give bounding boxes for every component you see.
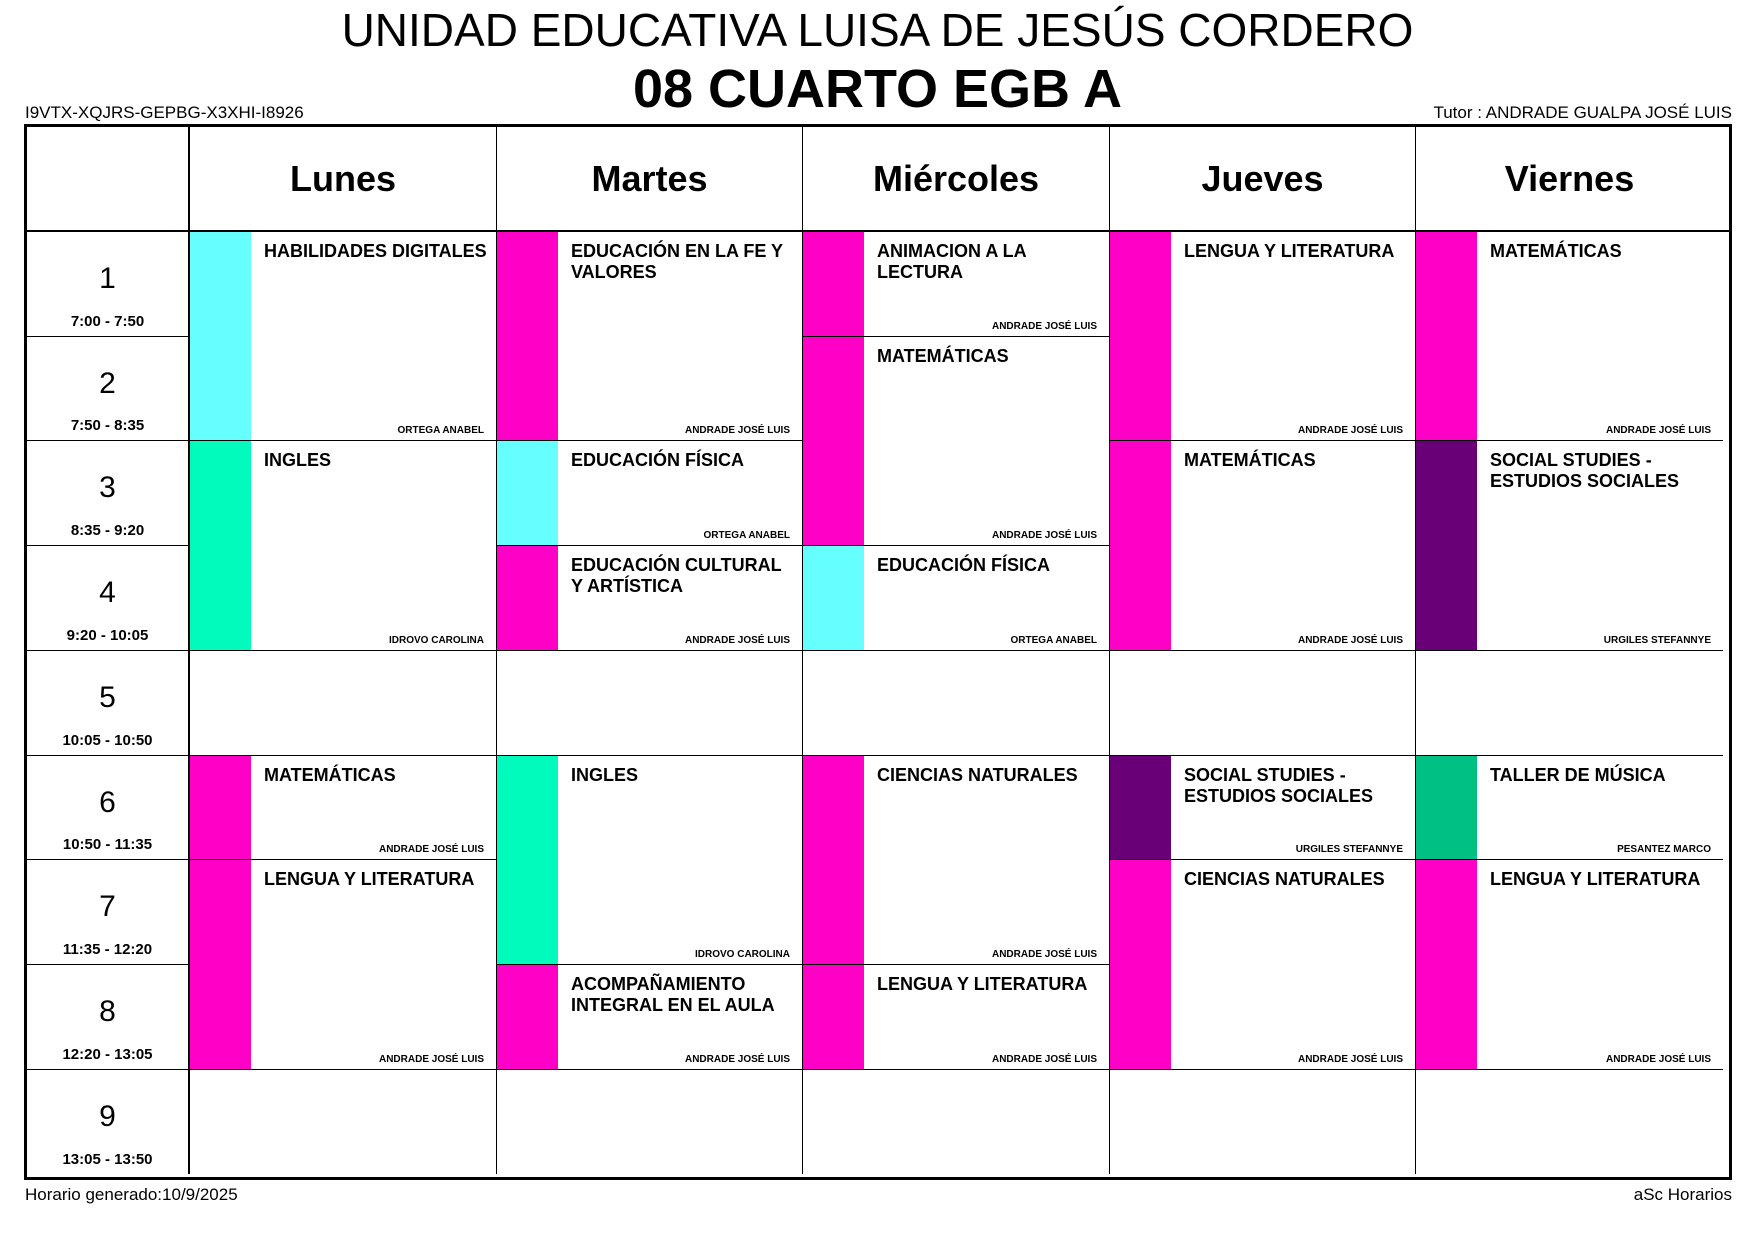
period-cell <box>27 1070 190 1174</box>
subject-color-bar <box>190 756 251 859</box>
lesson-card <box>1110 232 1416 441</box>
period-time: 7:00 - 7:50 <box>70 313 145 330</box>
subject-color-bar <box>190 860 251 1069</box>
subject-color-bar <box>190 441 251 650</box>
period-number: 3 <box>99 471 116 504</box>
subject-color-bar <box>497 756 558 964</box>
period-cell <box>27 756 190 860</box>
subject-color-bar <box>497 441 558 545</box>
subject-color-bar <box>1416 441 1477 650</box>
footer-software: aSc Horarios <box>1633 1185 1732 1204</box>
teacher-name: ANDRADE JOSÉ LUIS <box>991 1054 1097 1065</box>
lesson-card <box>1416 860 1723 1070</box>
period-cell <box>27 546 190 651</box>
subject-color-bar <box>1110 756 1171 859</box>
subject-color-bar <box>1110 232 1171 440</box>
teacher-name: ORTEGA ANABEL <box>397 425 484 436</box>
footer-generated: Horario generado:10/9/2025 <box>25 1185 238 1204</box>
lesson-card <box>1416 441 1723 651</box>
subject-name: EDUCACIÓN FÍSICA <box>877 555 1051 575</box>
teacher-name: ANDRADE JOSÉ LUIS <box>991 949 1097 960</box>
subject-color-bar <box>803 756 864 964</box>
empty-slot <box>497 1070 803 1174</box>
timetable-grid <box>24 124 1732 1180</box>
lesson-card <box>190 232 497 441</box>
subject-name: LENGUA Y LITERATURA <box>877 974 1088 994</box>
subject-color-bar <box>1416 756 1477 859</box>
subject-color-bar <box>1416 232 1477 440</box>
lesson-card <box>803 232 1110 337</box>
subject-name: EDUCACIÓN FÍSICA <box>571 450 745 470</box>
period-number: 4 <box>99 576 116 609</box>
day-header: Miércoles <box>803 127 1110 230</box>
teacher-name: ANDRADE JOSÉ LUIS <box>1605 425 1711 436</box>
period-cell <box>27 860 190 965</box>
lesson-card <box>497 965 803 1070</box>
empty-slot <box>1416 651 1723 756</box>
corner-cell <box>27 127 190 230</box>
teacher-name: ANDRADE JOSÉ LUIS <box>378 1054 484 1065</box>
period-time: 10:50 - 11:35 <box>62 836 153 853</box>
lesson-card <box>497 441 803 546</box>
school-title: UNIDAD EDUCATIVA LUISA DE JESÚS CORDERO <box>341 4 1414 56</box>
subject-name: TALLER DE MÚSICA <box>1490 765 1666 785</box>
subject-name: SOCIAL STUDIES - ESTUDIOS SOCIALES <box>1184 765 1374 806</box>
teacher-name: ANDRADE JOSÉ LUIS <box>684 425 790 436</box>
subject-color-bar <box>497 232 558 440</box>
class-title: 08 CUARTO EGB A <box>632 59 1123 119</box>
lesson-card <box>1416 756 1723 860</box>
teacher-name: ANDRADE JOSÉ LUIS <box>684 635 790 646</box>
subject-color-bar <box>190 232 251 440</box>
lesson-card <box>803 756 1110 965</box>
teacher-name: URGILES STEFANNYE <box>1295 844 1403 855</box>
teacher-name: ANDRADE JOSÉ LUIS <box>378 844 484 855</box>
day-header: Viernes <box>1504 157 1635 199</box>
subject-color-bar <box>803 337 864 545</box>
subject-color-bar <box>803 965 864 1069</box>
subject-name: EDUCACIÓN CULTURAL Y ARTÍSTICA <box>571 555 782 596</box>
teacher-name: URGILES STEFANNYE <box>1603 635 1711 646</box>
lesson-card <box>190 441 497 651</box>
empty-slot <box>1110 651 1416 756</box>
subject-color-bar <box>1416 860 1477 1069</box>
teacher-name: ANDRADE JOSÉ LUIS <box>1605 1054 1711 1065</box>
subject-name: ANIMACION A LA LECTURA <box>877 241 1026 282</box>
teacher-name: ANDRADE JOSÉ LUIS <box>684 1054 790 1065</box>
period-number: 8 <box>99 995 116 1028</box>
lesson-card <box>497 546 803 651</box>
subject-name: CIENCIAS NATURALES <box>877 765 1078 785</box>
subject-name: EDUCACIÓN EN LA FE Y VALORES <box>571 241 783 282</box>
timetable-code: I9VTX-XQJRS-GEPBG-X3XHI-I8926 <box>25 103 304 122</box>
empty-slot <box>190 651 497 756</box>
teacher-name: IDROVO CAROLINA <box>695 949 790 960</box>
teacher-name: ORTEGA ANABEL <box>703 530 790 541</box>
empty-slot <box>803 651 1110 756</box>
lesson-card <box>1416 232 1723 441</box>
period-time: 7:50 - 8:35 <box>70 417 145 434</box>
subject-color-bar <box>497 965 558 1069</box>
period-time: 10:05 - 10:50 <box>62 732 153 749</box>
teacher-name: ANDRADE JOSÉ LUIS <box>991 530 1097 541</box>
subject-name: MATEMÁTICAS <box>877 346 1009 366</box>
day-header: Lunes <box>190 127 497 230</box>
period-time: 13:05 - 13:50 <box>62 1151 153 1168</box>
period-time: 12:20 - 13:05 <box>62 1046 153 1063</box>
subject-color-bar <box>803 546 864 650</box>
lesson-card <box>497 232 803 441</box>
lesson-card <box>803 965 1110 1070</box>
subject-name: MATEMÁTICAS <box>1490 241 1622 261</box>
subject-name: ACOMPAÑAMIENTO INTEGRAL EN EL AULA <box>571 974 775 1015</box>
lesson-card <box>1110 441 1416 651</box>
period-cell <box>27 965 190 1070</box>
empty-slot <box>190 1070 497 1174</box>
period-cell <box>27 651 190 756</box>
day-header: Jueves <box>1110 127 1416 230</box>
teacher-name: ANDRADE JOSÉ LUIS <box>1297 635 1403 646</box>
lesson-card <box>803 337 1110 546</box>
period-time: 9:20 - 10:05 <box>66 627 149 644</box>
subject-name: INGLES <box>571 765 639 785</box>
lesson-card <box>803 546 1110 651</box>
period-cell <box>27 232 190 337</box>
lesson-card <box>1110 756 1416 860</box>
subject-color-bar <box>497 546 558 650</box>
subject-color-bar <box>803 232 864 336</box>
period-number: 9 <box>99 1100 116 1133</box>
teacher-name: ANDRADE JOSÉ LUIS <box>1297 1054 1403 1065</box>
subject-name: MATEMÁTICAS <box>264 765 396 785</box>
period-time: 8:35 - 9:20 <box>70 522 145 539</box>
period-time: 11:35 - 12:20 <box>62 941 153 958</box>
teacher-name: ORTEGA ANABEL <box>1010 635 1097 646</box>
period-cell <box>27 337 190 441</box>
subject-name: SOCIAL STUDIES - ESTUDIOS SOCIALES <box>1490 450 1680 491</box>
period-number: 7 <box>99 890 116 923</box>
teacher-name: IDROVO CAROLINA <box>389 635 484 646</box>
empty-slot <box>1416 1070 1723 1174</box>
empty-slot <box>1110 1070 1416 1174</box>
lesson-card <box>190 756 497 860</box>
lesson-card <box>1110 860 1416 1070</box>
empty-slot <box>803 1070 1110 1174</box>
subject-color-bar <box>1110 860 1171 1069</box>
subject-name: INGLES <box>264 450 332 470</box>
period-number: 5 <box>99 681 116 714</box>
lesson-card <box>190 860 497 1070</box>
tutor-label: Tutor : ANDRADE GUALPA JOSÉ LUIS <box>1433 103 1732 122</box>
subject-name: CIENCIAS NATURALES <box>1184 869 1385 889</box>
subject-name: MATEMÁTICAS <box>1184 450 1316 470</box>
subject-name: HABILIDADES DIGITALES <box>264 241 487 261</box>
day-header: Martes <box>497 127 803 230</box>
teacher-name: PESANTEZ MARCO <box>1617 844 1711 855</box>
period-cell <box>27 441 190 546</box>
period-number: 6 <box>99 786 116 819</box>
teacher-name: ANDRADE JOSÉ LUIS <box>991 321 1097 332</box>
period-number: 1 <box>99 262 116 295</box>
subject-name: LENGUA Y LITERATURA <box>1490 869 1701 889</box>
teacher-name: ANDRADE JOSÉ LUIS <box>1297 425 1403 436</box>
empty-slot <box>497 651 803 756</box>
subject-name: LENGUA Y LITERATURA <box>264 869 475 889</box>
period-number: 2 <box>99 367 116 400</box>
subject-color-bar <box>1110 441 1171 650</box>
subject-name: LENGUA Y LITERATURA <box>1184 241 1395 261</box>
lesson-card <box>497 756 803 965</box>
